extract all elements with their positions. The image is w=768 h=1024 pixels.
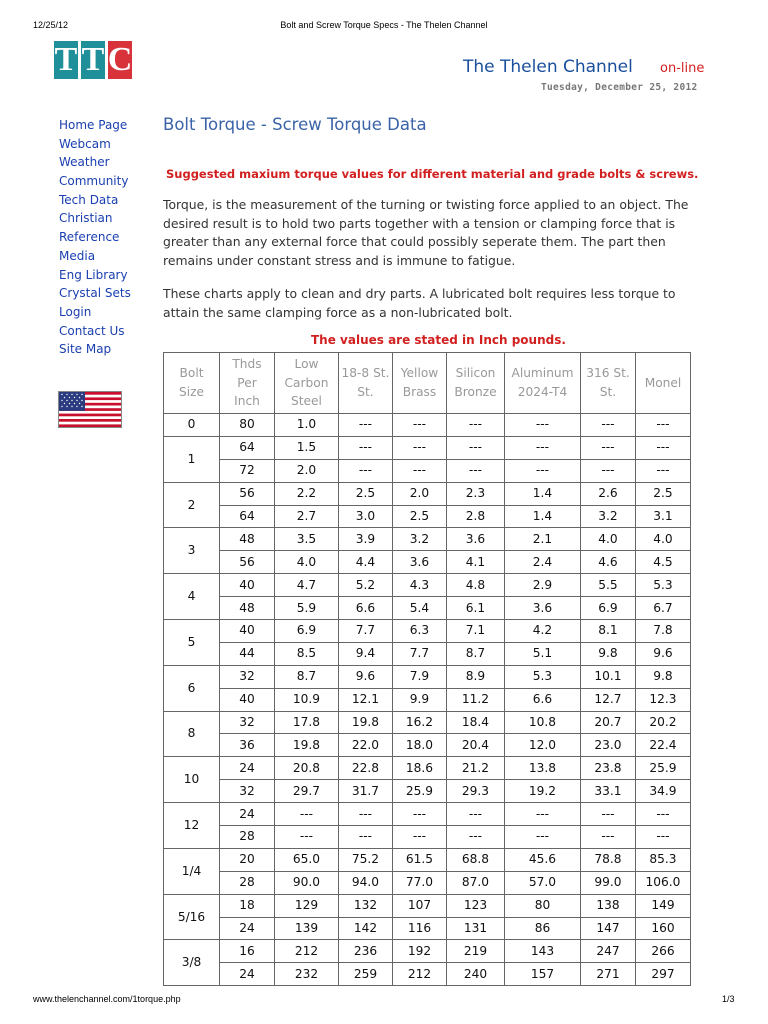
- table-cell: 1.4: [505, 505, 581, 528]
- logo-letter: T: [81, 41, 105, 78]
- bolt-size-cell: 12: [164, 803, 220, 849]
- table-cell: ---: [393, 459, 447, 482]
- nav-christian[interactable]: Christian: [59, 211, 113, 226]
- table-cell: ---: [505, 803, 581, 826]
- table-cell: 6.6: [339, 597, 393, 620]
- table-row: [164, 414, 691, 437]
- table-cell: 18.0: [393, 734, 447, 757]
- table-cell: ---: [505, 436, 581, 459]
- table-cell: 266: [636, 940, 691, 963]
- table-cell: 18.6: [393, 757, 447, 780]
- table-cell: 24: [220, 757, 275, 780]
- table-row: [164, 848, 691, 871]
- table-cell: 5.9: [275, 597, 339, 620]
- table-cell: 28: [220, 871, 275, 894]
- site-logo[interactable]: [54, 41, 132, 79]
- table-cell: 40: [220, 688, 275, 711]
- table-body: [164, 414, 691, 986]
- table-cell: 94.0: [339, 871, 393, 894]
- table-row: [164, 642, 691, 665]
- site-title: The Thelen Channel: [463, 57, 633, 77]
- table-cell: 4.6: [581, 551, 636, 574]
- table-row: [164, 436, 691, 459]
- nav-crystal-sets[interactable]: Crystal Sets: [59, 286, 131, 301]
- bolt-size-cell: 1: [164, 436, 220, 482]
- table-cell: ---: [393, 826, 447, 849]
- table-cell: 149: [636, 894, 691, 917]
- table-cell: 13.8: [505, 757, 581, 780]
- print-header: [0, 0, 768, 34]
- table-cell: 25.9: [393, 780, 447, 803]
- table-cell: ---: [447, 414, 505, 437]
- table-cell: 34.9: [636, 780, 691, 803]
- table-cell: 147: [581, 917, 636, 940]
- table-cell: 131: [447, 917, 505, 940]
- table-cell: ---: [636, 436, 691, 459]
- units-note: The values are stated in Inch pounds.: [311, 333, 566, 347]
- table-cell: 87.0: [447, 871, 505, 894]
- table-cell: 106.0: [636, 871, 691, 894]
- table-cell: 12.1: [339, 688, 393, 711]
- table-cell: 2.7: [275, 505, 339, 528]
- table-cell: 86: [505, 917, 581, 940]
- table-cell: 4.8: [447, 574, 505, 597]
- table-row: [164, 551, 691, 574]
- table-cell: 5.4: [393, 597, 447, 620]
- table-cell: ---: [636, 803, 691, 826]
- table-cell: 17.8: [275, 711, 339, 734]
- logo-letter: T: [54, 41, 78, 78]
- table-cell: 10.8: [505, 711, 581, 734]
- table-cell: ---: [581, 826, 636, 849]
- table-row: [164, 803, 691, 826]
- table-cell: 192: [393, 940, 447, 963]
- table-cell: 1.4: [505, 482, 581, 505]
- table-row: [164, 505, 691, 528]
- intro-paragraph: Torque, is the measurement of the turning or twisting force applied to an object. The desired result is to hold two parts together with a tension or clamping force that is greater than any external force that could possibly seperate them. The part then remains under constant stress and is immune to fatigue.: [163, 197, 689, 269]
- table-row: [164, 528, 691, 551]
- table-cell: 48: [220, 528, 275, 551]
- table-cell: 78.8: [581, 848, 636, 871]
- table-cell: 24: [220, 803, 275, 826]
- table-cell: 9.4: [339, 642, 393, 665]
- table-cell: 8.5: [275, 642, 339, 665]
- table-cell: 3.0: [339, 505, 393, 528]
- table-cell: 5.3: [505, 665, 581, 688]
- table-cell: 56: [220, 482, 275, 505]
- table-cell: 18.4: [447, 711, 505, 734]
- table-cell: 8.7: [275, 665, 339, 688]
- table-cell: 7.8: [636, 620, 691, 643]
- nav-webcam[interactable]: Webcam: [59, 136, 111, 151]
- table-cell: 77.0: [393, 871, 447, 894]
- table-cell: 4.0: [581, 528, 636, 551]
- table-cell: 9.6: [636, 642, 691, 665]
- bolt-size-cell: 10: [164, 757, 220, 803]
- table-cell: 9.8: [581, 642, 636, 665]
- table-cell: 16: [220, 940, 275, 963]
- table-cell: ---: [581, 414, 636, 437]
- table-cell: ---: [393, 803, 447, 826]
- table-cell: 44: [220, 642, 275, 665]
- table-cell: 132: [339, 894, 393, 917]
- table-cell: 2.1: [505, 528, 581, 551]
- table-row: [164, 963, 691, 986]
- column-header: Low Carbon Steel: [275, 353, 339, 414]
- print-page-number: 1/3: [722, 994, 735, 1004]
- table-cell: 4.3: [393, 574, 447, 597]
- table-cell: 9.9: [393, 688, 447, 711]
- table-cell: 24: [220, 963, 275, 986]
- table-cell: 32: [220, 665, 275, 688]
- table-cell: 3.9: [339, 528, 393, 551]
- table-cell: 99.0: [581, 871, 636, 894]
- main-content: [163, 115, 708, 347]
- table-cell: 22.0: [339, 734, 393, 757]
- table-cell: 32: [220, 780, 275, 803]
- nav-site-map[interactable]: Site Map: [59, 342, 112, 357]
- table-cell: 48: [220, 597, 275, 620]
- table-cell: 2.0: [393, 482, 447, 505]
- site-online-label: on-line: [660, 61, 705, 76]
- table-cell: 142: [339, 917, 393, 940]
- table-cell: 6.9: [581, 597, 636, 620]
- table-cell: 68.8: [447, 848, 505, 871]
- table-cell: 28: [220, 826, 275, 849]
- table-cell: ---: [393, 436, 447, 459]
- table-cell: ---: [339, 414, 393, 437]
- nav-contact-us[interactable]: Contact Us: [59, 323, 125, 338]
- sidebar-nav: [59, 116, 131, 359]
- table-row: [164, 574, 691, 597]
- table-cell: 259: [339, 963, 393, 986]
- table-cell: ---: [447, 459, 505, 482]
- logo-letter: C: [107, 41, 133, 78]
- column-header: Bolt Size: [164, 353, 220, 414]
- table-cell: 18: [220, 894, 275, 917]
- print-page-title: Bolt and Screw Torque Specs - The Thelen Channel: [280, 20, 488, 30]
- table-cell: 2.5: [393, 505, 447, 528]
- nav-eng-library[interactable]: Eng Library: [59, 267, 128, 282]
- table-cell: ---: [636, 826, 691, 849]
- table-row: [164, 757, 691, 780]
- table-cell: 11.2: [447, 688, 505, 711]
- table-cell: 3.6: [393, 551, 447, 574]
- table-cell: 2.4: [505, 551, 581, 574]
- table-cell: 1.0: [275, 414, 339, 437]
- table-row: [164, 482, 691, 505]
- table-cell: 20.7: [581, 711, 636, 734]
- table-cell: ---: [505, 826, 581, 849]
- table-row: [164, 597, 691, 620]
- table-cell: 1.5: [275, 436, 339, 459]
- bolt-size-cell: 1/4: [164, 848, 220, 894]
- table-cell: 5.1: [505, 642, 581, 665]
- table-cell: 85.3: [636, 848, 691, 871]
- table-cell: 116: [393, 917, 447, 940]
- table-cell: ---: [581, 459, 636, 482]
- table-cell: 9.8: [636, 665, 691, 688]
- table-row: [164, 871, 691, 894]
- table-cell: 64: [220, 505, 275, 528]
- bolt-size-cell: 4: [164, 574, 220, 620]
- table-cell: 19.2: [505, 780, 581, 803]
- table-cell: 57.0: [505, 871, 581, 894]
- print-date: 12/25/12: [33, 20, 69, 30]
- table-cell: 212: [393, 963, 447, 986]
- bolt-size-cell: 8: [164, 711, 220, 757]
- page-title: Bolt Torque - Screw Torque Data: [163, 115, 427, 134]
- bolt-size-cell: 3: [164, 528, 220, 574]
- table-cell: 20.2: [636, 711, 691, 734]
- table-cell: ---: [339, 436, 393, 459]
- table-cell: 2.6: [581, 482, 636, 505]
- table-cell: 232: [275, 963, 339, 986]
- table-cell: 6.9: [275, 620, 339, 643]
- nav-community[interactable]: Community: [59, 174, 129, 189]
- table-cell: 19.8: [339, 711, 393, 734]
- bolt-size-cell: 3/8: [164, 940, 220, 986]
- bolt-size-cell: 5/16: [164, 894, 220, 940]
- column-header: Yellow Brass: [393, 353, 447, 414]
- table-row: [164, 688, 691, 711]
- table-cell: 129: [275, 894, 339, 917]
- table-cell: ---: [505, 414, 581, 437]
- table-cell: ---: [339, 459, 393, 482]
- column-header: Aluminum 2024-T4: [505, 353, 581, 414]
- table-cell: 45.6: [505, 848, 581, 871]
- table-cell: 2.5: [339, 482, 393, 505]
- table-cell: ---: [581, 803, 636, 826]
- table-cell: 3.5: [275, 528, 339, 551]
- table-cell: 6.6: [505, 688, 581, 711]
- table-row: [164, 894, 691, 917]
- table-cell: 7.7: [339, 620, 393, 643]
- table-cell: 3.2: [581, 505, 636, 528]
- table-cell: 25.9: [636, 757, 691, 780]
- table-cell: ---: [447, 803, 505, 826]
- table-cell: 143: [505, 940, 581, 963]
- table-cell: 4.2: [505, 620, 581, 643]
- table-cell: 4.4: [339, 551, 393, 574]
- table-cell: 29.3: [447, 780, 505, 803]
- table-cell: 20.4: [447, 734, 505, 757]
- table-cell: 212: [275, 940, 339, 963]
- table-header-row: [164, 353, 691, 414]
- table-cell: 139: [275, 917, 339, 940]
- table-cell: 10.9: [275, 688, 339, 711]
- bolt-size-cell: 0: [164, 414, 220, 437]
- table-cell: 271: [581, 963, 636, 986]
- nav-home-page[interactable]: Home Page: [59, 118, 128, 132]
- table-cell: 6.3: [393, 620, 447, 643]
- table-cell: 5.3: [636, 574, 691, 597]
- table-row: [164, 734, 691, 757]
- table-row: [164, 826, 691, 849]
- table-cell: 6.7: [636, 597, 691, 620]
- table-cell: 90.0: [275, 871, 339, 894]
- table-cell: 65.0: [275, 848, 339, 871]
- table-cell: 6.1: [447, 597, 505, 620]
- table-cell: 107: [393, 894, 447, 917]
- table-cell: ---: [636, 459, 691, 482]
- table-cell: ---: [275, 803, 339, 826]
- table-cell: 75.2: [339, 848, 393, 871]
- table-cell: 19.8: [275, 734, 339, 757]
- table-cell: 3.1: [636, 505, 691, 528]
- table-cell: 123: [447, 894, 505, 917]
- us-flag-icon: [58, 391, 122, 428]
- nav-reference[interactable]: Reference: [59, 230, 120, 245]
- table-cell: 8.7: [447, 642, 505, 665]
- page-subtitle: Suggested maxium torque values for different material and grade bolts & screws.: [166, 167, 699, 181]
- bolt-size-cell: 6: [164, 665, 220, 711]
- table-cell: 2.5: [636, 482, 691, 505]
- table-cell: 32: [220, 711, 275, 734]
- nav-tech-data[interactable]: Tech Data: [59, 192, 119, 207]
- table-cell: 21.2: [447, 757, 505, 780]
- table-cell: 72: [220, 459, 275, 482]
- table-cell: ---: [447, 436, 505, 459]
- nav-login[interactable]: Login: [59, 304, 92, 319]
- table-row: [164, 917, 691, 940]
- table-cell: 4.7: [275, 574, 339, 597]
- column-header: Thds Per Inch: [220, 353, 275, 414]
- table-cell: 3.2: [393, 528, 447, 551]
- table-cell: 16.2: [393, 711, 447, 734]
- table-cell: 247: [581, 940, 636, 963]
- table-cell: 4.1: [447, 551, 505, 574]
- table-cell: 4.0: [275, 551, 339, 574]
- table-cell: 7.7: [393, 642, 447, 665]
- table-cell: 20: [220, 848, 275, 871]
- table-cell: 23.0: [581, 734, 636, 757]
- table-cell: ---: [393, 414, 447, 437]
- table-cell: ---: [275, 826, 339, 849]
- table-cell: 8.9: [447, 665, 505, 688]
- table-cell: 36: [220, 734, 275, 757]
- table-row: [164, 940, 691, 963]
- table-cell: 20.8: [275, 757, 339, 780]
- table-cell: 240: [447, 963, 505, 986]
- table-cell: 3.6: [505, 597, 581, 620]
- column-header: Silicon Bronze: [447, 353, 505, 414]
- table-cell: 40: [220, 620, 275, 643]
- table-cell: 5.2: [339, 574, 393, 597]
- table-cell: 12.3: [636, 688, 691, 711]
- table-cell: ---: [447, 826, 505, 849]
- table-cell: 160: [636, 917, 691, 940]
- table-cell: 23.8: [581, 757, 636, 780]
- table-cell: 40: [220, 574, 275, 597]
- table-cell: 236: [339, 940, 393, 963]
- table-cell: 2.2: [275, 482, 339, 505]
- table-cell: 33.1: [581, 780, 636, 803]
- table-cell: 64: [220, 436, 275, 459]
- lubrication-paragraph: These charts apply to clean and dry parts. A lubricated bolt requires less torque to attain the same clamping force as a non-lubricated bolt.: [163, 286, 676, 320]
- table-cell: ---: [636, 414, 691, 437]
- torque-table: [163, 352, 691, 986]
- table-cell: 2.9: [505, 574, 581, 597]
- table-cell: 12.7: [581, 688, 636, 711]
- table-cell: 297: [636, 963, 691, 986]
- table-cell: 61.5: [393, 848, 447, 871]
- table-cell: 2.8: [447, 505, 505, 528]
- table-row: [164, 620, 691, 643]
- table-cell: 29.7: [275, 780, 339, 803]
- nav-media[interactable]: Media: [59, 248, 96, 263]
- table-cell: ---: [581, 436, 636, 459]
- table-cell: 12.0: [505, 734, 581, 757]
- table-cell: 80: [220, 414, 275, 437]
- table-cell: 7.1: [447, 620, 505, 643]
- table-cell: 31.7: [339, 780, 393, 803]
- bolt-size-cell: 5: [164, 620, 220, 666]
- table-cell: ---: [339, 803, 393, 826]
- table-cell: 2.3: [447, 482, 505, 505]
- table-cell: 138: [581, 894, 636, 917]
- table-row: [164, 711, 691, 734]
- print-url: www.thelenchannel.com/1torque.php: [33, 994, 181, 1004]
- table-row: [164, 665, 691, 688]
- table-cell: 22.4: [636, 734, 691, 757]
- table-cell: 4.0: [636, 528, 691, 551]
- table-cell: 22.8: [339, 757, 393, 780]
- table-cell: 10.1: [581, 665, 636, 688]
- table-cell: 9.6: [339, 665, 393, 688]
- column-header: 18-8 St. St.: [339, 353, 393, 414]
- site-date: Tuesday, December 25, 2012: [541, 82, 698, 93]
- table-cell: 80: [505, 894, 581, 917]
- table-row: [164, 459, 691, 482]
- table-cell: 157: [505, 963, 581, 986]
- table-cell: 4.5: [636, 551, 691, 574]
- table-cell: 2.0: [275, 459, 339, 482]
- table-cell: 7.9: [393, 665, 447, 688]
- table-cell: 24: [220, 917, 275, 940]
- table-cell: 5.5: [581, 574, 636, 597]
- table-cell: 8.1: [581, 620, 636, 643]
- table-row: [164, 780, 691, 803]
- table-cell: ---: [505, 459, 581, 482]
- column-header: 316 St. St.: [581, 353, 636, 414]
- table-cell: 219: [447, 940, 505, 963]
- table-cell: 56: [220, 551, 275, 574]
- table-cell: ---: [339, 826, 393, 849]
- bolt-size-cell: 2: [164, 482, 220, 528]
- column-header: Monel: [636, 353, 691, 414]
- table-cell: 3.6: [447, 528, 505, 551]
- nav-weather[interactable]: Weather: [59, 155, 110, 170]
